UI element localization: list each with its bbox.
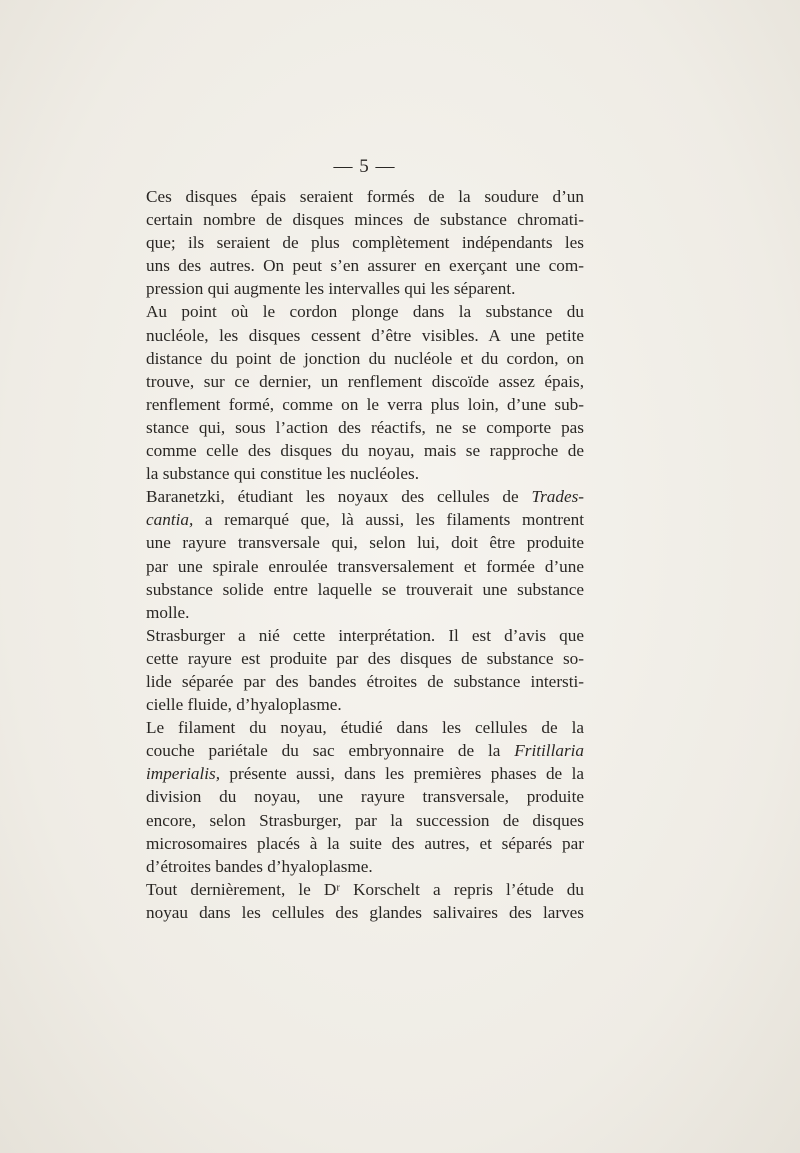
- paragraph: [146, 716, 584, 878]
- text-line: division du noyau, une rayure transversale, produite: [146, 787, 584, 807]
- text-line: Tout dernièrement, le Dʳ Korschelt a repris l’étude du: [146, 879, 584, 899]
- paragraph: [146, 878, 584, 924]
- text-line: [146, 508, 584, 531]
- text-line: noyau dans les cellules des glandes salivaires des larves: [146, 902, 584, 922]
- text-line: [146, 739, 584, 762]
- text-line: [146, 762, 584, 785]
- text-line: la substance qui constitue les nucléoles.: [146, 464, 420, 484]
- text-line: substance solide entre laquelle se trouverait une substance: [146, 579, 584, 599]
- text-line: distance du point de jonction du nucléole et du cordon, on: [146, 348, 584, 368]
- text-run: couche pariétale du sac embryonnaire de la: [146, 741, 515, 761]
- paragraph: [146, 185, 584, 300]
- text-line: par une spirale enroulée transversalement et formée d’une: [146, 556, 584, 576]
- text-line: [146, 485, 584, 508]
- text-line: cette rayure est produite par des disques de substance so-: [146, 648, 584, 668]
- text-line: nucléole, les disques cessent d’être visibles. A une petite: [146, 325, 584, 345]
- text-line: Le filament du noyau, étudié dans les cellules de la: [146, 718, 584, 738]
- text-line: molle.: [146, 602, 190, 622]
- text-line: encore, selon Strasburger, par la succession de disques: [146, 810, 584, 830]
- italic-term: Trades-: [531, 487, 584, 507]
- text-line: lide séparée par des bandes étroites de substance intersti-: [146, 671, 584, 691]
- paragraph: [146, 624, 584, 716]
- text-line: comme celle des disques du noyau, mais se rapproche de: [146, 441, 584, 461]
- italic-term: Fritillaria: [514, 741, 584, 761]
- page-number: — 5 —: [333, 156, 396, 177]
- text-line: Au point où le cordon plonge dans la substance du: [146, 302, 584, 322]
- text-line: certain nombre de disques minces de substance chromati-: [146, 210, 584, 230]
- italic-term: imperialis,: [146, 764, 221, 784]
- text-line: Ces disques épais seraient formés de la soudure d’un: [146, 187, 584, 206]
- text-line: renflement formé, comme on le verra plus loin, d’une sub-: [146, 394, 584, 414]
- text-line: que; ils seraient de plus complètement indépendants les: [146, 233, 584, 253]
- text-line: Strasburger a nié cette interprétation. Il est d’avis que: [146, 625, 584, 645]
- text-run: Baranetzki, étudiant les noyaux des cellules de: [146, 487, 532, 507]
- italic-term: cantia,: [146, 510, 194, 530]
- text-line: cielle fluide, d’hyaloplasme.: [146, 695, 342, 715]
- text-line: trouve, sur ce dernier, un renflement discoïde assez épais,: [146, 371, 584, 391]
- body-text: [146, 185, 584, 924]
- text-line: une rayure transversale qui, selon lui, doit être produite: [146, 533, 584, 553]
- text-run: présente aussi, dans les premières phases de la: [220, 764, 584, 784]
- text-line: stance qui, sous l’action des réactifs, ne se comporte pas: [146, 417, 584, 437]
- text-line: d’étroites bandes d’hyaloplasme.: [146, 856, 373, 876]
- paragraph: [146, 485, 584, 624]
- text-line: pression qui augmente les intervalles qui les séparent.: [146, 279, 516, 299]
- text-line: uns des autres. On peut s’en assurer en exerçant une com-: [146, 256, 584, 276]
- text-run: a remarqué que, là aussi, les filaments montrent: [193, 510, 584, 530]
- paragraph: [146, 300, 584, 485]
- text-line: microsomaires placés à la suite des autres, et séparés par: [146, 833, 584, 853]
